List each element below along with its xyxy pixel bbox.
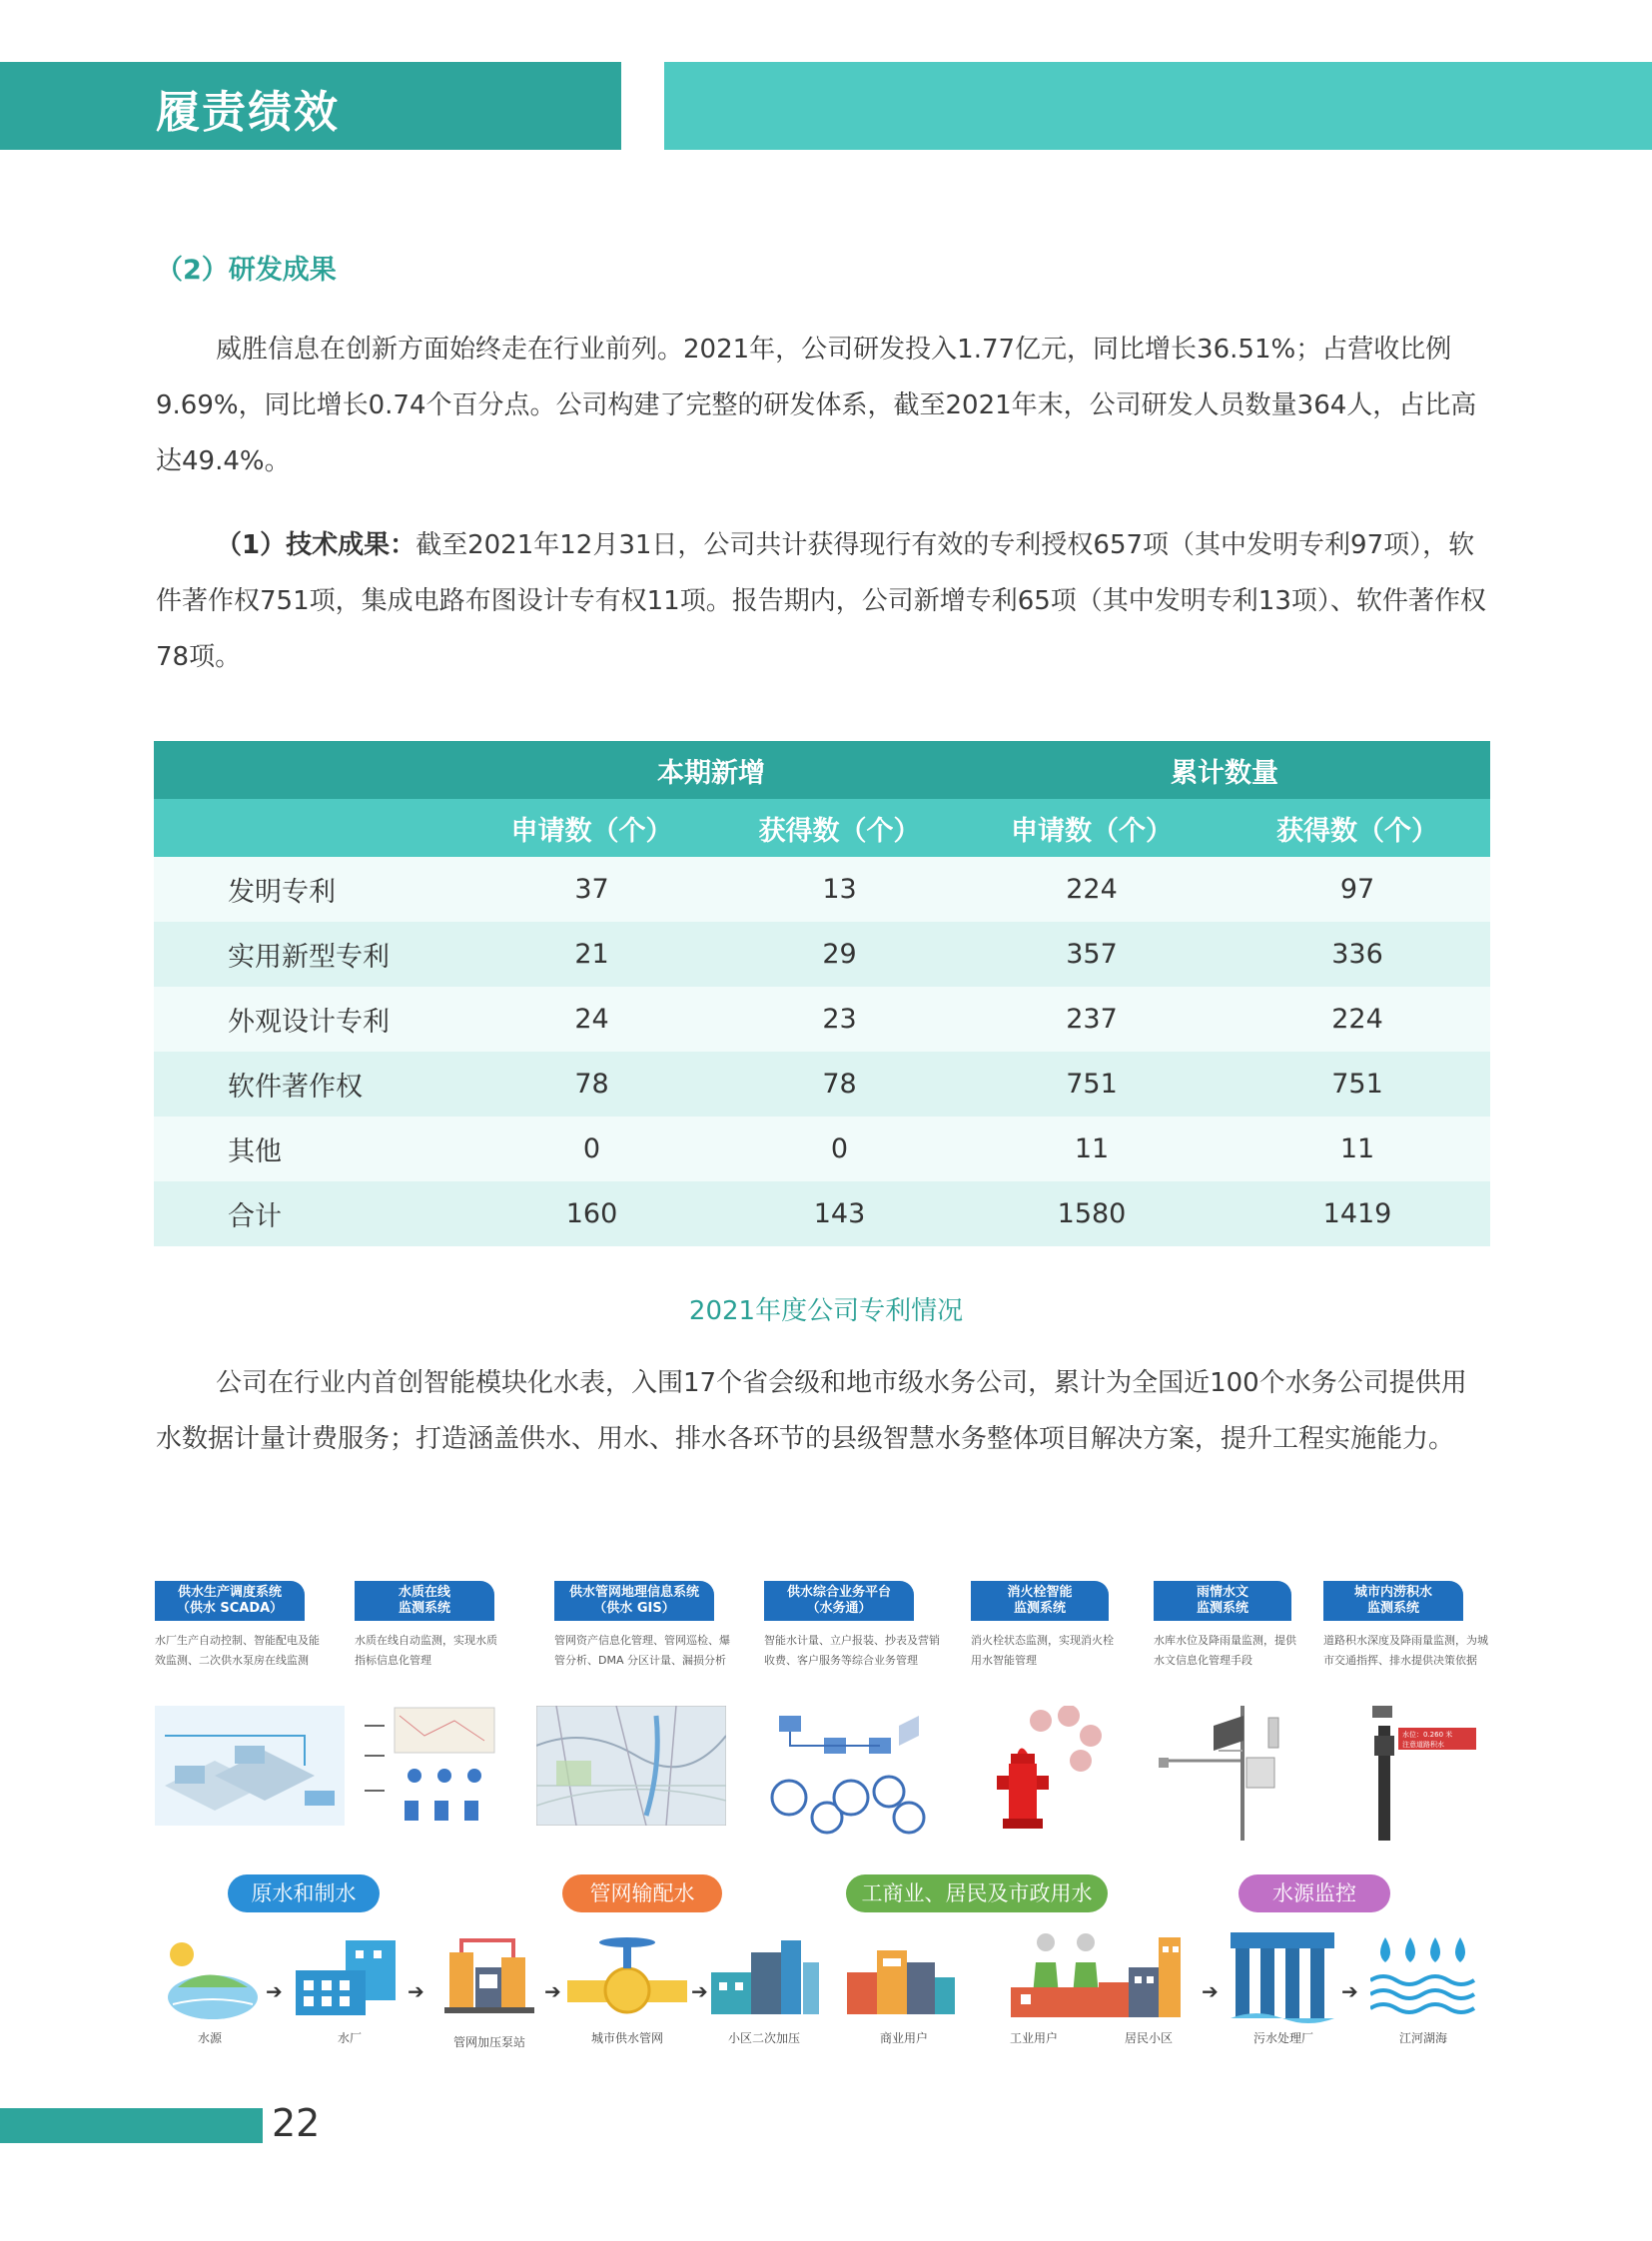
category-pill: 工商业、居民及市政用水 (846, 1874, 1108, 1912)
secondary-pressure-icon (711, 1932, 821, 2022)
system-title: 供水综合业务平台 （水务通） (764, 1581, 914, 1621)
water-meter-paragraph (156, 1355, 1489, 1467)
system-title: 消火栓智能 监测系统 (971, 1581, 1109, 1621)
system-description: 水质在线自动监测，实现水质 指标信息化管理 (355, 1634, 497, 1667)
sub-header: 申请数（个） (959, 799, 1225, 857)
table-row (154, 857, 1490, 922)
table-cell: 13 (720, 857, 959, 922)
table-cell: 29 (720, 922, 959, 987)
row-label: 其他 (154, 1117, 463, 1181)
water-plant-icon (155, 1706, 345, 1826)
table-cell: 224 (959, 857, 1225, 922)
system-description: 水库水位及降雨量监测，提供 水文信息化管理手段 (1154, 1634, 1296, 1667)
flow-label: 污水处理厂 (1252, 2031, 1313, 2045)
table-corner (154, 741, 463, 799)
system-description: 道路积水深度及降雨量监测，为城 市交通指挥、排水提供决策依据 (1323, 1634, 1488, 1667)
flow-label: 水源 (197, 2031, 222, 2045)
system-card (1154, 1581, 1343, 1671)
system-card (971, 1581, 1161, 1671)
patent-table (154, 741, 1490, 1246)
table-cell: 143 (720, 1181, 959, 1246)
system-description: 水厂生产自动控制、智能配电及能 效监测、二次供水泵房在线监测 (155, 1634, 320, 1667)
system-title: 水质在线 监测系统 (355, 1581, 494, 1621)
table-row (154, 1052, 1490, 1117)
section-heading: （2）研发成果 (156, 255, 337, 286)
flow-label: 工业用户 (1009, 2031, 1058, 2045)
category-pill: 管网输配水 (562, 1874, 722, 1912)
row-label: 发明专利 (154, 857, 463, 922)
table-cell: 24 (463, 987, 720, 1052)
rain-station-icon (1159, 1706, 1298, 1841)
system-card (764, 1581, 954, 1671)
tech-achievement-label: （1）技术成果： (216, 530, 416, 560)
row-label: 外观设计专利 (154, 987, 463, 1052)
table-cell: 1419 (1225, 1181, 1490, 1246)
table-cell: 751 (1225, 1052, 1490, 1117)
sub-header: 申请数（个） (463, 799, 720, 857)
table-cell: 78 (720, 1052, 959, 1117)
row-label: 合计 (154, 1181, 463, 1246)
system-card (355, 1581, 544, 1671)
sewage-plant-icon (1231, 1932, 1334, 2027)
page-number: 22 (272, 2101, 321, 2145)
system-title: 城市内涝积水 监测系统 (1323, 1581, 1463, 1621)
table-cell: 37 (463, 857, 720, 922)
system-title: 供水管网地理信息系统 （供水 GIS） (554, 1581, 714, 1621)
table-cell: 23 (720, 987, 959, 1052)
system-card (554, 1581, 744, 1671)
gis-map-icon (536, 1706, 726, 1826)
commercial-user-icon (847, 1932, 957, 2022)
system-title: 供水生产调度系统 （供水 SCADA） (155, 1581, 305, 1621)
sub-header: 获得数（个） (1225, 799, 1490, 857)
flow-label: 江河湖海 (1398, 2031, 1447, 2045)
business-platform-icon (769, 1706, 929, 1836)
table-cell: 0 (720, 1117, 959, 1181)
flow-arrow: ➔ (1202, 1979, 1219, 2003)
table-cell: 357 (959, 922, 1225, 987)
table-cell: 751 (959, 1052, 1225, 1117)
table-cell: 97 (1225, 857, 1490, 922)
table-cell: 21 (463, 922, 720, 987)
waterlog-sensor-icon (1358, 1706, 1478, 1841)
rd-paragraph-text: 威胜信息在创新方面始终走在行业前列。2021年，公司研发投入1.77亿元，同比增长36.51%；占营收比例9.69%，同比增长0.74个百分点。公司构建了完整的研发体系，截至2021年末，公司研发人员数量364人，占比高达49.4%。 (156, 335, 1477, 476)
river-lake-icon (1370, 1932, 1475, 2022)
system-description: 管网资产信息化管理、管网巡检、爆 管分析、DMA 分区计量、漏损分析 (554, 1634, 730, 1667)
table-row-total (154, 1181, 1490, 1246)
rd-paragraph (156, 322, 1489, 489)
flow-arrow: ➔ (1341, 1979, 1358, 2003)
booster-station-icon (439, 1932, 539, 2027)
flow-label: 管网加压泵站 (452, 2035, 525, 2049)
page-title: 履责绩效 (156, 87, 340, 138)
header-bar-right (664, 62, 1652, 150)
table-cell: 1580 (959, 1181, 1225, 1246)
table-row (154, 922, 1490, 987)
flow-label: 小区二次加压 (727, 2031, 800, 2045)
flow-arrow: ➔ (408, 1979, 424, 2003)
footer-bar (0, 2108, 263, 2143)
tech-achievement-text: 截至2021年12月31日，公司共计获得现行有效的专利授权657项（其中发明专利97项），软件著作权751项，集成电路布图设计专有权11项。报告期内，公司新增专利65项（其中发明专利13项）、软件著作权78项。 (156, 530, 1486, 672)
water-source-icon (158, 1932, 262, 2022)
group-header-cumulative: 累计数量 (959, 741, 1490, 799)
sensor-readout-warning: 注意道路积水 (1402, 1741, 1444, 1749)
water-main-pipe-icon (567, 1932, 687, 2022)
category-pill: 水源监控 (1239, 1874, 1390, 1912)
system-description: 智能水计量、立户报装、抄表及营销 收费、客户服务等综合业务管理 (764, 1634, 940, 1667)
table-cell: 160 (463, 1181, 720, 1246)
water-quality-icon (355, 1706, 504, 1826)
hydrant-icon (989, 1706, 1109, 1836)
group-header-new: 本期新增 (463, 741, 959, 799)
residential-icon (1099, 1932, 1194, 2027)
table-cell: 11 (1225, 1117, 1490, 1181)
tech-achievement-paragraph (156, 517, 1489, 685)
flow-label: 商业用户 (879, 2031, 928, 2045)
table-cell: 78 (463, 1052, 720, 1117)
table-row (154, 1117, 1490, 1181)
category-pill: 原水和制水 (228, 1874, 380, 1912)
system-description: 消火栓状态监测，实现消火栓 用水智能管理 (971, 1634, 1114, 1667)
water-meter-paragraph-text: 公司在行业内首创智能模块化水表，入围17个省会级和地市级水务公司，累计为全国近100个水务公司提供用水数据计量计费服务；打造涵盖供水、用水、排水各环节的县级智慧水务整体项目解决方案，提升工程实施能力。 (156, 1368, 1467, 1454)
flow-label: 城市供水管网 (590, 2031, 663, 2045)
system-card (1323, 1581, 1513, 1671)
table-cell: 336 (1225, 922, 1490, 987)
table-cell: 224 (1225, 987, 1490, 1052)
system-card (155, 1581, 345, 1671)
table-row (154, 987, 1490, 1052)
table-caption: 2021年度公司专利情况 (688, 1296, 964, 1326)
flow-label: 居民小区 (1124, 2031, 1173, 2045)
system-title: 雨情水文 监测系统 (1154, 1581, 1291, 1621)
table-cell: 11 (959, 1117, 1225, 1181)
flow-arrow: ➔ (691, 1979, 708, 2003)
table-cell: 0 (463, 1117, 720, 1181)
sensor-readout-level: 水位：0.260 米 (1402, 1731, 1453, 1739)
flow-arrow: ➔ (266, 1979, 283, 2003)
flow-label: 水厂 (337, 2031, 362, 2045)
row-label: 软件著作权 (154, 1052, 463, 1117)
table-cell: 237 (959, 987, 1225, 1052)
sub-header: 获得数（个） (720, 799, 959, 857)
row-label: 实用新型专利 (154, 922, 463, 987)
sub-header-blank (154, 799, 463, 857)
flow-arrow: ➔ (544, 1979, 561, 2003)
water-plant-building-icon (296, 1932, 406, 2022)
